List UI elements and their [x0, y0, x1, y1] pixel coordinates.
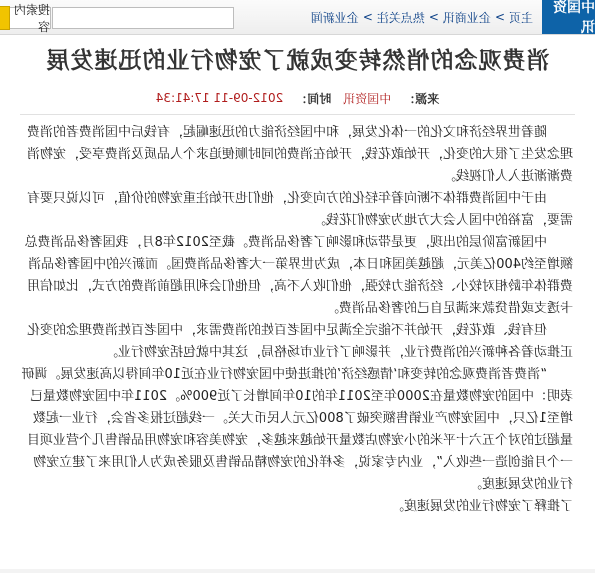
search-button[interactable] [0, 6, 10, 30]
publish-time: 2012-09-11 17:41:34 [155, 91, 284, 105]
breadcrumb-company-news[interactable]: 企业新闻 [310, 10, 359, 25]
article-body [21, 122, 573, 518]
time-label: 时间： [295, 91, 332, 106]
breadcrumb-sep: > [428, 10, 439, 24]
paragraph: 但有钱、敢花钱，开始并不能完全满足中国老百姓的消费需求，中国老百姓消费理念的变化正推动着各种新兴的消费行业，并影响了行业市场格局，这其中就包括宠物行业。 [26, 323, 573, 360]
paragraph: 中国新富阶层的出现，更是带动和影响了奢侈品消费。截至2012年8月，我国奢侈品消费总额增至约400亿美元，超越美国和日本，成为世界第一大奢侈品消费国。而新兴的中国奢侈品消费群体年龄相对较小、经济能力较强，他们收入不高，但他们会利用超前消费的方式，比如信用卡透支或借贷款来满足自己的奢侈品消费。 [24, 235, 573, 316]
paragraph: “消费者消费观念的转变和‘情感经济’的推进使中国宠物行业在近10年间得以高速发展。调研表明：中国的宠物数量在2000年至2011年的10年间增长了近900%。2011年中国宠物数量已增至1亿只，中国宠物产业销售额突破了800亿元人民币大关。一线超过报多省会，行业一起数量超过的对个五六十平米的小宠物店数量开始越来越多，宠物美容和宠物用品销售几个营业项目一个月能创造一些收入”，业内专家说，多样化的宠物精品销售及服务成为人们用来了建立宠物行业的发展速度。 [21, 367, 573, 492]
breadcrumb-home[interactable]: 主页 [508, 10, 533, 25]
paragraph: 了推释了宠物行业的发展速度。 [390, 499, 573, 514]
breadcrumb-sep: > [494, 10, 505, 24]
breadcrumb-hot-topics[interactable]: 热点关注 [376, 10, 425, 25]
breadcrumb-sep: > [362, 10, 373, 24]
top-bar [0, 0, 595, 35]
breadcrumb [309, 0, 535, 34]
article-meta [0, 88, 595, 108]
breadcrumb-business-news[interactable]: 企业商讯 [442, 10, 491, 25]
divider [20, 114, 575, 115]
article-title: 消费观念的悄然转变成就了宠物行业的迅速发展 [45, 47, 550, 74]
source-label: 来源： [403, 91, 440, 106]
paragraph: 由于中国消费群体不断向着年轻化的方向变化，他们也开始注重宠物的价值，可以说只要有需要，富裕的中国人会大方地为宠物们花钱。 [26, 191, 573, 228]
bottom-divider [0, 569, 595, 573]
search-input[interactable] [52, 7, 234, 29]
search-scope-select[interactable]: 搜索内容 [0, 7, 51, 29]
source-link[interactable]: 中国资讯 [343, 91, 392, 106]
paragraph: 随着世界经济和文化的一体化发展，和中国经济能力的迅速崛起，有钱后中国消费者的消费理念发生了很大的变化，开始敢花钱，开始在消费的同时顺便追求个人品质及消费享受，宠物消费渐渐进入人们视线。 [26, 125, 573, 184]
site-logo[interactable]: 中国资讯 [542, 0, 595, 34]
